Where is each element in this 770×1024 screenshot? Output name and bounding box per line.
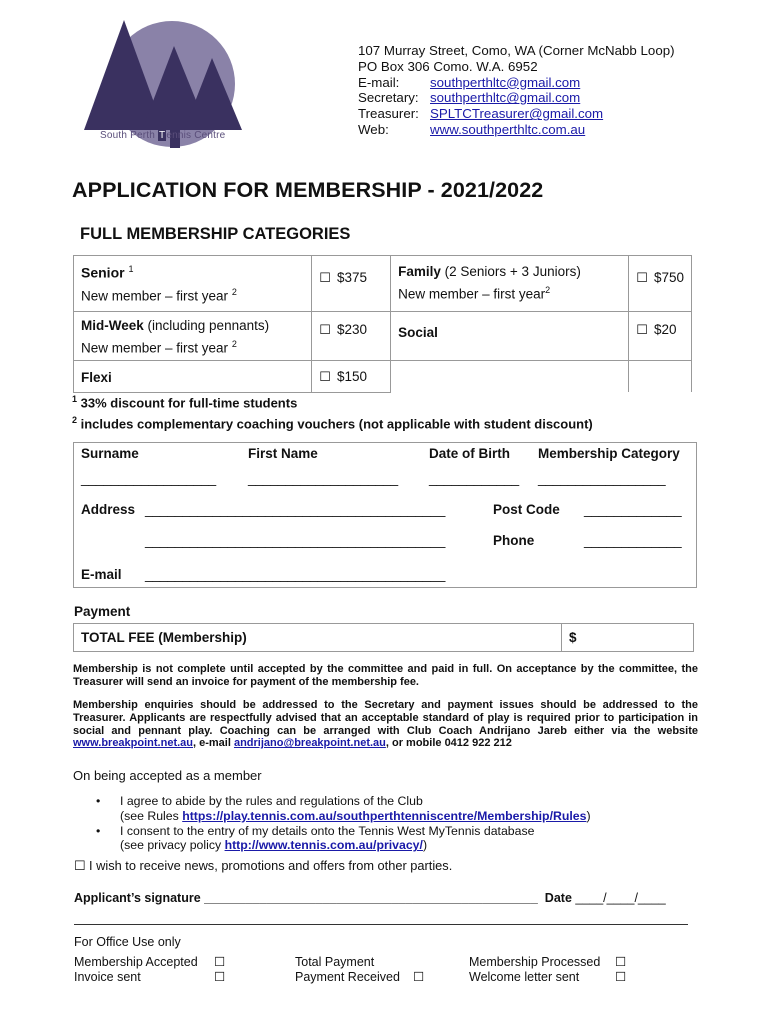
- office-col-1: Membership Accepted ☐ Invoice sent ☐: [74, 955, 226, 984]
- signature-row: [74, 891, 666, 905]
- contact-block: [358, 43, 675, 138]
- email-label: E-mail: [81, 567, 122, 582]
- contact-secretary-row: Secretary: southperthltc@gmail.com: [358, 90, 581, 106]
- signature-label: Applicant’s signature: [74, 891, 201, 905]
- website-link[interactable]: www.southperthltc.com.au: [430, 121, 586, 137]
- membership-categories-table: [73, 255, 692, 393]
- midweek-option[interactable]: ☐ $230: [312, 312, 391, 361]
- rules-link[interactable]: https://play.tennis.com.au/southperthtenniscentre/Membership/Rules: [182, 808, 587, 823]
- breakpoint-website-link[interactable]: www.breakpoint.net.au: [73, 737, 193, 750]
- treasurer-email-link[interactable]: SPLTCTreasurer@gmail.com: [430, 106, 604, 122]
- family-option[interactable]: ☐ $750: [629, 256, 692, 312]
- surname-field[interactable]: __________________: [81, 471, 217, 486]
- family-category-cell: Family (2 Seniors + 3 Juniors) New member – first year$^2$: [391, 256, 629, 312]
- membership-accepted-checkbox[interactable]: ☐: [214, 955, 226, 969]
- address-line2-field[interactable]: ________________________________________: [145, 533, 446, 548]
- categories-heading: FULL MEMBERSHIP CATEGORIES: [80, 225, 351, 243]
- footnote-1: $^1$ 33% discount for full-time students: [72, 394, 298, 411]
- club-logo: [84, 18, 264, 148]
- phone-label: Phone: [493, 533, 535, 548]
- social-option[interactable]: ☐ $20: [629, 312, 692, 361]
- contact-web-row: Web: www.southperthltc.com.au: [358, 121, 586, 137]
- acceptance-paragraph: Membership is not complete until accepted by the committee and paid in full. On acceptance by the committee, the Treasurer will send an invoice for payment of the membership fee.: [73, 663, 698, 688]
- midweek-checkbox[interactable]: ☐: [319, 322, 331, 337]
- footnote-2: $^2$ includes complementary coaching vouchers (not applicable with student discount): [72, 414, 593, 432]
- total-fee-label: TOTAL FEE (Membership): [74, 624, 562, 652]
- invoice-sent-checkbox[interactable]: ☐: [214, 970, 226, 984]
- optin-checkbox[interactable]: ☐ I wish to receive news, promotions and offers from other parties.: [74, 858, 453, 873]
- coach-email-link[interactable]: andrijano@breakpoint.net.au: [233, 737, 386, 750]
- contact-po-box: PO Box 306 Como. W.A. 6952: [358, 58, 538, 74]
- social-category-cell: Social: [391, 312, 629, 361]
- accepted-heading: On being accepted as a member: [73, 768, 262, 783]
- contact-address: 107 Murray Street, Como, WA (Corner McNabb Loop): [358, 43, 675, 58]
- flexi-option[interactable]: ☐ $150: [312, 360, 391, 392]
- flexi-category-cell: Flexi: [74, 360, 312, 392]
- payment-heading: Payment: [74, 604, 131, 619]
- dob-label: Date of Birth: [429, 446, 510, 461]
- email-field[interactable]: ________________________________________: [145, 567, 446, 582]
- enquiries-paragraph: Membership enquiries should be addressed to the Secretary and payment issues should be addressed to the Treasurer. Applicants are respectfully advised that an acceptable standard of play is required prior to participation in social and pennant play. Coaching can be arranged with Club Coach Andrijano Jareb either via the website www.breakpoint.net.au, e-mail andrijano@breakpoint.net.au, or mobile 0412 922 212: [73, 699, 698, 750]
- applicant-details-box: [73, 442, 697, 588]
- welcome-letter-checkbox[interactable]: ☐: [615, 970, 627, 984]
- agreement-privacy: • I consent to the entry of my details onto the Tennis West MyTennis database (see privacy policy http://www.tennis.com.au/privacy/): [96, 823, 535, 853]
- flexi-checkbox[interactable]: ☐: [319, 368, 331, 384]
- office-col-2: Total Payment Payment Received ☐: [295, 955, 425, 984]
- post-code-field[interactable]: _____________: [584, 502, 682, 517]
- dob-field[interactable]: ____________: [429, 471, 520, 486]
- office-col-3: Membership Processed ☐ Welcome letter sent ☐: [469, 955, 627, 984]
- date-field[interactable]: ____/____/____: [575, 891, 666, 905]
- post-code-label: Post Code: [493, 502, 560, 517]
- office-use-heading: For Office Use only: [74, 935, 181, 949]
- membership-category-label: Membership Category: [538, 446, 680, 461]
- total-fee-table: [73, 623, 694, 652]
- secretary-email-link[interactable]: southperthltc@gmail.com: [430, 90, 581, 106]
- footnotes: [72, 391, 593, 433]
- logo-wordmark: South Perth Tennis Centre: [100, 130, 226, 141]
- contact-email-row: E-mail: southperthltc@gmail.com: [358, 74, 581, 90]
- address-field[interactable]: ________________________________________: [145, 502, 446, 517]
- membership-processed-checkbox[interactable]: ☐: [615, 955, 627, 969]
- phone-field[interactable]: _____________: [584, 533, 682, 548]
- address-label: Address: [81, 502, 136, 517]
- date-label: Date: [544, 891, 572, 905]
- member-agreements: [96, 794, 591, 853]
- signature-field[interactable]: ________________________________________________: [204, 891, 538, 905]
- page-title: APPLICATION FOR MEMBERSHIP - 2021/2022: [72, 178, 544, 202]
- surname-label: Surname: [81, 446, 139, 461]
- contact-treasurer-row: Treasurer: SPLTCTreasurer@gmail.com: [358, 106, 604, 122]
- senior-checkbox[interactable]: ☐: [319, 270, 331, 285]
- divider: [74, 924, 688, 925]
- family-checkbox[interactable]: ☐: [636, 270, 648, 285]
- first-name-field[interactable]: ____________________: [248, 471, 399, 486]
- social-checkbox[interactable]: ☐: [636, 322, 648, 337]
- privacy-link[interactable]: http://www.tennis.com.au/privacy/: [224, 838, 423, 853]
- total-fee-field[interactable]: $: [562, 624, 694, 652]
- first-name-label: First Name: [248, 446, 318, 461]
- membership-category-field[interactable]: _________________: [538, 471, 666, 486]
- midweek-category-cell: Mid-Week (including pennants) New member – first year $^2$: [74, 312, 312, 361]
- senior-option[interactable]: ☐ $375: [312, 256, 391, 312]
- contact-email-link[interactable]: southperthltc@gmail.com: [430, 74, 581, 90]
- payment-received-checkbox[interactable]: ☐: [413, 970, 425, 984]
- senior-category-cell: Senior $^1$ New member – first year $^2$: [74, 256, 312, 312]
- agreement-rules: • I agree to abide by the rules and regulations of the Club (see Rules https://play.tennis.com.au/southperthtenniscentre/Membership/Rules): [96, 794, 591, 823]
